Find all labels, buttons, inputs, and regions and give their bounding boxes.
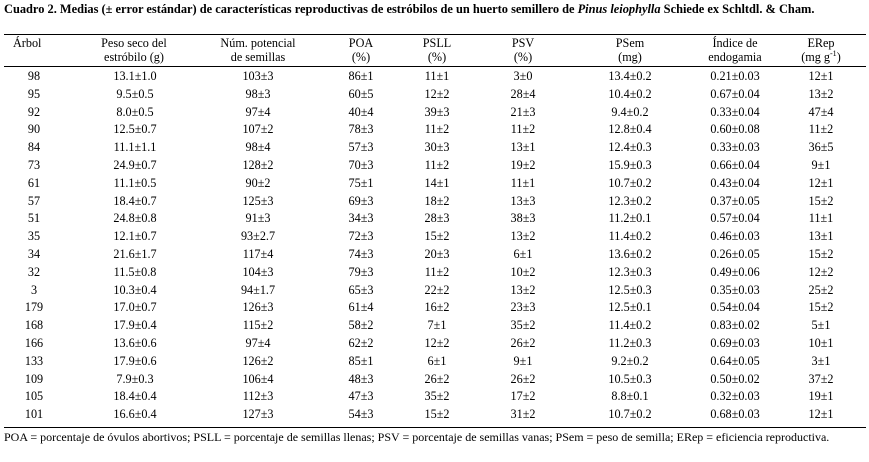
cell-psem: 13.6±0.2 — [608, 247, 652, 261]
cell-psll: 12±2 — [424, 86, 450, 101]
cell-poa: 47±3 — [348, 389, 374, 404]
caption-species: Pinus leiophylla — [577, 2, 661, 16]
cell-arbol: 61 — [27, 175, 41, 190]
table-row — [0, 193, 869, 211]
table-row — [0, 264, 869, 282]
cell-psem: 11.4±0.2 — [608, 229, 652, 244]
cell-num-semillas: 117±4 — [242, 247, 274, 261]
cell-erep: 15±2 — [808, 193, 834, 208]
cell-indice: 0.83±0.02 — [710, 318, 760, 333]
cell-arbol: 34 — [27, 247, 41, 261]
cell-psll: 28±3 — [424, 211, 450, 226]
cell-peso: 8.0±0.5 — [116, 104, 154, 119]
cell-poa: 62±2 — [348, 336, 374, 350]
cell-erep: 25±2 — [808, 282, 834, 297]
cell-arbol: 57 — [27, 193, 41, 208]
cell-psll: 15±2 — [424, 229, 450, 244]
cell-psll: 26±2 — [424, 371, 450, 386]
cell-poa: 48±3 — [348, 371, 374, 386]
header-num-semillas: Núm. potencial de semillas — [220, 36, 296, 64]
cell-num-semillas: 94±1.7 — [240, 282, 276, 297]
cell-indice: 0.26±0.05 — [710, 247, 760, 261]
table-row — [0, 139, 869, 157]
table-row — [0, 86, 869, 104]
cell-indice: 0.54±0.04 — [710, 300, 760, 315]
header-poa: POA (%) — [348, 36, 374, 64]
cell-indice: 0.33±0.04 — [710, 104, 760, 119]
cell-poa: 74±3 — [348, 247, 374, 261]
cell-erep: 9±1 — [811, 158, 831, 172]
cell-arbol: 109 — [24, 371, 44, 386]
cell-psv: 38±3 — [510, 211, 536, 226]
cell-num-semillas: 98±4 — [245, 140, 271, 155]
cell-psv: 6±1 — [513, 247, 533, 261]
cell-psem: 8.8±0.1 — [611, 389, 649, 404]
table-row — [0, 210, 869, 228]
cell-erep: 5±1 — [811, 318, 831, 333]
table-footnote: POA = porcentaje de óvulos abortivos; PSLL = porcentaje de semillas llenas; PSV = porcentaje de semillas vanas; PSem = peso de semilla; ERep = eficiencia reproductiva. — [4, 430, 830, 444]
cell-peso: 12.5±0.7 — [113, 122, 157, 137]
cell-arbol: 98 — [27, 69, 41, 83]
cell-poa: 54±3 — [348, 407, 374, 422]
cell-psv: 13±2 — [510, 229, 536, 244]
cell-psem: 10.7±0.2 — [608, 175, 652, 190]
cell-indice: 0.46±0.03 — [710, 229, 760, 244]
cell-indice: 0.68±0.03 — [710, 407, 760, 422]
cell-num-semillas: 93±2.7 — [240, 229, 276, 244]
cell-peso: 18.4±0.7 — [113, 193, 157, 208]
cell-arbol: 133 — [24, 353, 44, 368]
cell-peso: 24.9±0.7 — [113, 158, 157, 172]
table-row — [0, 175, 869, 193]
cell-psem: 12.5±0.3 — [608, 282, 652, 297]
cell-psem: 12.5±0.1 — [608, 300, 652, 315]
cell-peso: 11.1±1.1 — [113, 140, 157, 155]
cell-erep: 12±1 — [808, 175, 834, 190]
cell-psv: 11±1 — [510, 175, 536, 190]
cell-peso: 17.9±0.4 — [113, 318, 157, 333]
cell-psll: 12±2 — [424, 336, 450, 350]
cell-peso: 13.6±0.6 — [113, 336, 157, 350]
cell-peso: 21.6±1.7 — [113, 247, 157, 261]
table-row — [0, 246, 869, 264]
cell-psll: 20±3 — [424, 247, 450, 261]
cell-psll: 22±2 — [424, 282, 450, 297]
top-rule — [4, 34, 866, 35]
cell-indice: 0.66±0.04 — [710, 158, 760, 172]
cell-num-semillas: 125±3 — [242, 193, 274, 208]
cell-psll: 35±2 — [424, 389, 450, 404]
cell-psll: 7±1 — [427, 318, 447, 333]
table-row — [0, 299, 869, 317]
cell-poa: 72±3 — [348, 229, 374, 244]
table-row — [0, 228, 869, 246]
cell-arbol: 166 — [24, 336, 44, 350]
table-row — [0, 157, 869, 175]
cell-psem: 12.3±0.2 — [608, 193, 652, 208]
cell-psem: 11.4±0.2 — [608, 318, 652, 333]
cell-indice: 0.21±0.03 — [710, 69, 760, 83]
cell-peso: 10.3±0.4 — [113, 282, 157, 297]
cell-arbol: 179 — [24, 300, 44, 315]
cell-psv: 19±2 — [510, 158, 536, 172]
cell-erep: 15±2 — [808, 300, 834, 315]
cell-peso: 17.9±0.6 — [113, 353, 157, 368]
cell-indice: 0.32±0.03 — [710, 389, 760, 404]
header-erep: ERep (mg $g^{-1}$) — [801, 36, 841, 64]
table-row — [0, 371, 869, 389]
cell-num-semillas: 90±2 — [245, 175, 271, 190]
cell-peso: 12.1±0.7 — [113, 229, 157, 244]
cell-poa: 69±3 — [348, 193, 374, 208]
cell-num-semillas: 128±2 — [242, 158, 274, 172]
cell-psem: 13.4±0.2 — [608, 69, 652, 83]
cell-psv: 28±4 — [510, 86, 536, 101]
cell-erep: 12±1 — [808, 407, 834, 422]
cell-poa: 58±2 — [348, 318, 374, 333]
cell-arbol: 32 — [27, 264, 41, 279]
table-row — [0, 68, 869, 86]
cell-poa: 60±5 — [348, 86, 374, 101]
cell-poa: 70±3 — [348, 158, 374, 172]
cell-erep: 13±1 — [808, 229, 834, 244]
cell-erep: 47±4 — [808, 104, 834, 119]
cell-erep: 19±1 — [808, 389, 834, 404]
cell-arbol: 168 — [24, 318, 44, 333]
cell-erep: 37±2 — [808, 371, 834, 386]
cell-poa: 78±3 — [348, 122, 374, 137]
cell-psll: 11±2 — [424, 264, 450, 279]
cell-psv: 26±2 — [510, 371, 536, 386]
table-row — [0, 388, 869, 406]
header-indice: Índice de endogamia — [708, 36, 762, 64]
caption-suffix: Schiede ex Schltdl. & Cham. — [660, 2, 815, 16]
cell-poa: 65±3 — [348, 282, 374, 297]
cell-poa: 86±1 — [348, 69, 374, 83]
cell-psll: 15±2 — [424, 407, 450, 422]
header-arbol: Árbol — [13, 36, 42, 50]
cell-poa: 85±1 — [348, 353, 374, 368]
cell-indice: 0.64±0.05 — [710, 353, 760, 368]
cell-num-semillas: 91±3 — [245, 211, 271, 226]
cell-erep: 36±5 — [808, 140, 834, 155]
cell-poa: 79±3 — [348, 264, 374, 279]
cell-psll: 18±2 — [424, 193, 450, 208]
cell-num-semillas: 97±4 — [245, 336, 271, 350]
cell-psll: 6±1 — [427, 353, 447, 368]
cell-psll: 14±1 — [424, 175, 450, 190]
caption-prefix: Cuadro 2. Medias (± error estándar) de características reproductivas de estróbilos de un huerto semillero de — [4, 2, 578, 16]
cell-num-semillas: 98±3 — [245, 86, 271, 101]
cell-peso: 17.0±0.7 — [113, 300, 157, 315]
cell-psv: 13±1 — [510, 140, 536, 155]
cell-psem: 11.2±0.3 — [608, 336, 652, 350]
cell-psv: 26±2 — [510, 336, 536, 350]
cell-poa: 57±3 — [348, 140, 374, 155]
header-psv: PSV (%) — [511, 36, 535, 64]
cell-psem: 10.7±0.2 — [608, 407, 652, 422]
cell-psv: 31±2 — [510, 407, 536, 422]
cell-psem: 10.5±0.3 — [608, 371, 652, 386]
cell-poa: 40±4 — [348, 104, 374, 119]
cell-peso: 7.9±0.3 — [116, 371, 154, 386]
cell-arbol: 95 — [27, 86, 41, 101]
cell-peso: 11.1±0.5 — [113, 175, 157, 190]
cell-psem: 11.2±0.1 — [608, 211, 652, 226]
cell-peso: 11.5±0.8 — [113, 264, 157, 279]
cell-psv: 9±1 — [513, 353, 533, 368]
cell-arbol: 101 — [24, 407, 44, 422]
header-peso: Peso seco del estróbilo (g) — [101, 36, 167, 64]
cell-psll: 16±2 — [424, 300, 450, 315]
cell-num-semillas: 112±3 — [242, 389, 274, 404]
cell-num-semillas: 103±3 — [242, 69, 274, 83]
cell-peso: 16.6±0.4 — [113, 407, 157, 422]
cell-erep: 13±2 — [808, 86, 834, 101]
cell-peso: 9.5±0.5 — [116, 86, 154, 101]
cell-erep: 3±1 — [811, 353, 831, 368]
cell-psv: 21±3 — [510, 104, 536, 119]
cell-psll: 11±2 — [424, 158, 450, 172]
cell-num-semillas: 126±2 — [242, 353, 274, 368]
cell-psv: 13±3 — [510, 193, 536, 208]
cell-psv: 10±2 — [510, 264, 536, 279]
cell-poa: 75±1 — [348, 175, 374, 190]
cell-psv: 11±2 — [510, 122, 536, 137]
cell-arbol: 3 — [30, 282, 38, 297]
table-row — [0, 104, 869, 122]
header-rule — [4, 66, 866, 67]
cell-indice: 0.60±0.08 — [710, 122, 760, 137]
cell-erep: 11±1 — [808, 211, 834, 226]
cell-arbol: 92 — [27, 104, 41, 119]
cell-psv: 3±0 — [513, 69, 533, 83]
table-row — [0, 282, 869, 300]
cell-indice: 0.67±0.04 — [710, 86, 760, 101]
cell-psem: 9.2±0.2 — [611, 353, 649, 368]
table-row — [0, 121, 869, 139]
cell-arbol: 35 — [27, 229, 41, 244]
cell-peso: 18.4±0.4 — [113, 389, 157, 404]
cell-poa: 34±3 — [348, 211, 374, 226]
cell-indice: 0.37±0.05 — [710, 193, 760, 208]
table-row — [0, 353, 869, 371]
cell-num-semillas: 97±4 — [245, 104, 271, 119]
cell-psv: 35±2 — [510, 318, 536, 333]
cell-num-semillas: 106±4 — [242, 371, 274, 386]
table-row — [0, 335, 869, 353]
header-psem: PSem (mg) — [615, 36, 645, 64]
cell-erep: 12±2 — [808, 264, 834, 279]
table-row — [0, 317, 869, 335]
cell-indice: 0.69±0.03 — [710, 336, 760, 350]
cell-erep: 10±1 — [808, 336, 834, 350]
cell-psem: 12.4±0.3 — [608, 140, 652, 155]
cell-psll: 30±3 — [424, 140, 450, 155]
cell-peso: 24.8±0.8 — [113, 211, 157, 226]
cell-indice: 0.35±0.03 — [710, 282, 760, 297]
cell-num-semillas: 107±2 — [242, 122, 274, 137]
cell-psem: 12.8±0.4 — [608, 122, 652, 137]
cell-peso: 13.1±1.0 — [113, 69, 157, 83]
cell-psv: 23±3 — [510, 300, 536, 315]
cell-num-semillas: 127±3 — [242, 407, 274, 422]
cell-erep: 11±2 — [808, 122, 834, 137]
cell-arbol: 73 — [27, 158, 41, 172]
cell-psv: 13±2 — [510, 282, 536, 297]
cell-indice: 0.57±0.04 — [710, 211, 760, 226]
table-row — [0, 406, 869, 424]
cell-psll: 39±3 — [424, 104, 450, 119]
cell-psem: 12.3±0.3 — [608, 264, 652, 279]
bottom-rule — [4, 427, 866, 428]
cell-poa: 61±4 — [348, 300, 374, 315]
cell-arbol: 105 — [24, 389, 44, 404]
cell-indice: 0.33±0.03 — [710, 140, 760, 155]
cell-indice: 0.49±0.06 — [710, 264, 760, 279]
cell-arbol: 84 — [27, 140, 41, 155]
header-psll: PSLL (%) — [422, 36, 452, 64]
cell-num-semillas: 104±3 — [242, 264, 274, 279]
cell-indice: 0.50±0.02 — [710, 371, 760, 386]
cell-psv: 17±2 — [510, 389, 536, 404]
cell-psem: 10.4±0.2 — [608, 86, 652, 101]
cell-arbol: 51 — [27, 211, 41, 226]
cell-num-semillas: 126±3 — [242, 300, 274, 315]
cell-num-semillas: 115±2 — [242, 318, 274, 333]
cell-psem: 9.4±0.2 — [611, 104, 649, 119]
cell-indice: 0.43±0.04 — [710, 175, 760, 190]
cell-arbol: 90 — [27, 122, 41, 137]
cell-psem: 15.9±0.3 — [608, 158, 652, 172]
cell-psll: 11±1 — [424, 69, 450, 83]
cell-erep: 12±1 — [808, 69, 834, 83]
cell-erep: 15±2 — [808, 247, 834, 261]
table-caption — [4, 2, 866, 16]
cell-psll: 11±2 — [424, 122, 450, 137]
